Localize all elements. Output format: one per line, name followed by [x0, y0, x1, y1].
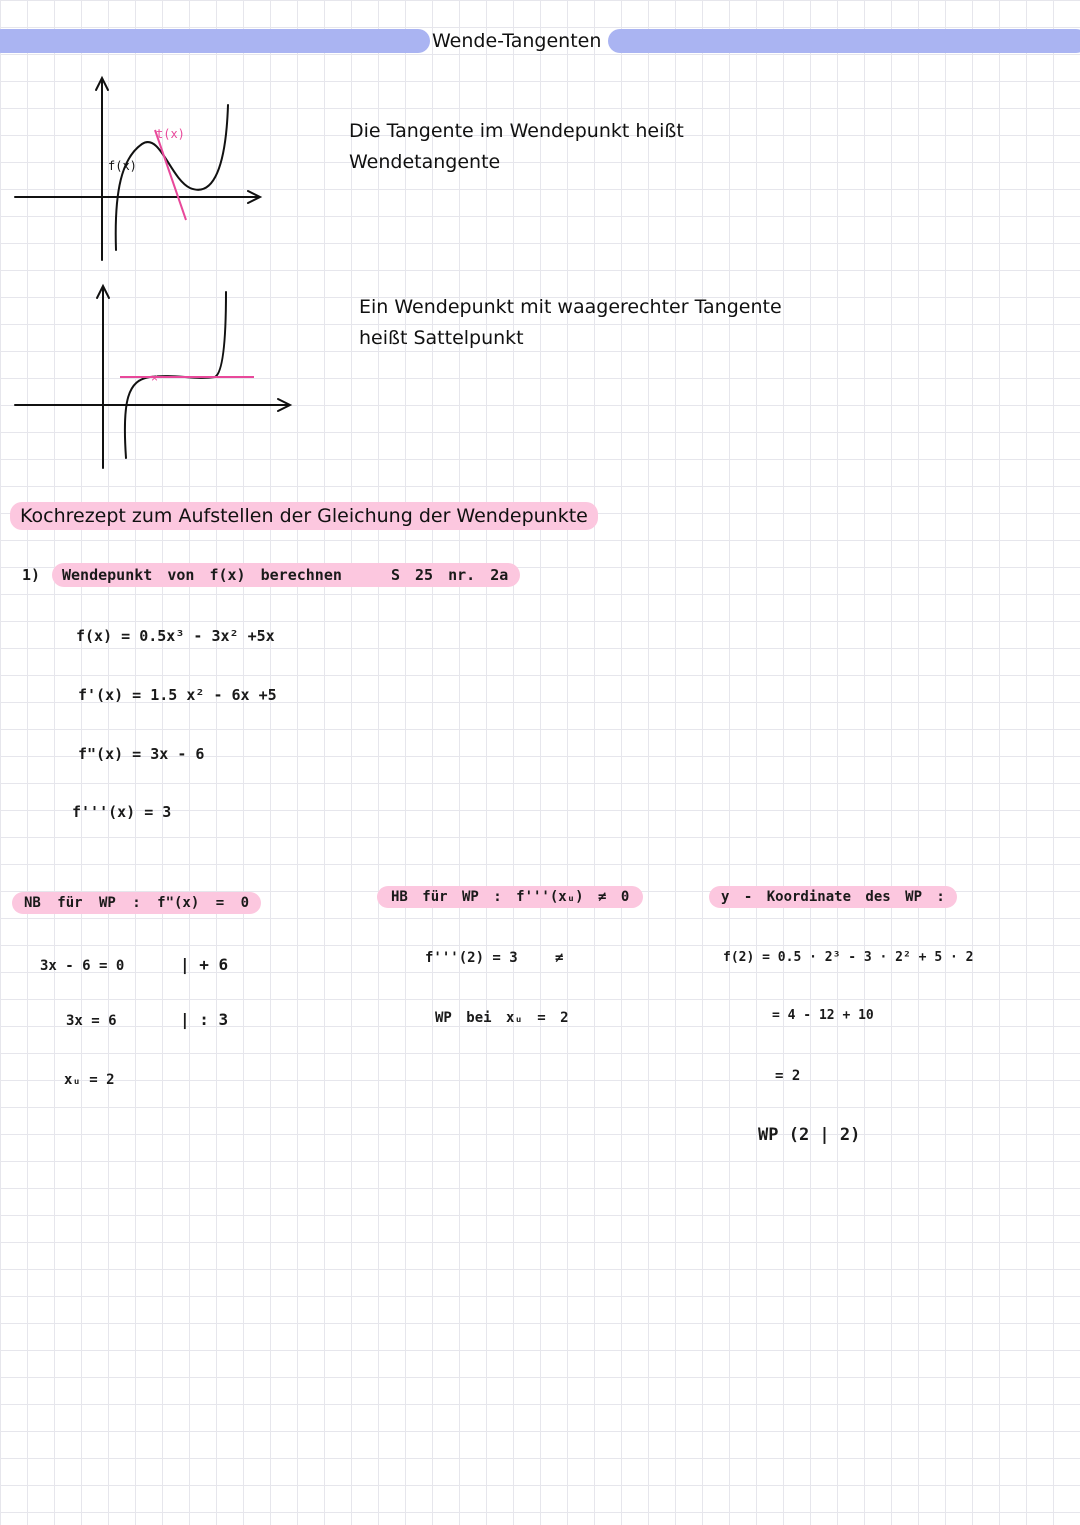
- y-line2: = 4 - 12 + 10: [772, 1008, 874, 1023]
- step1-number: 1): [22, 566, 41, 584]
- derivative-f2: f"(x) = 3x - 6: [78, 745, 205, 763]
- derivative-f: f(x) = 0.5x³ - 3x² +5x: [76, 627, 275, 645]
- nb-row3-eq: xᵤ = 2: [64, 1072, 115, 1088]
- header-bar-left: [0, 29, 430, 53]
- derivative-f3: f'''(x) = 3: [72, 803, 172, 821]
- y-line1: f(2) = 0.5 · 2³ - 3 · 2² + 5 · 2: [723, 950, 974, 965]
- graph1-label-f: f(x): [108, 159, 137, 173]
- derivative-f1: f'(x) = 1.5 x² - 6x +5: [78, 686, 277, 704]
- nb-row2-op: | : 3: [180, 1010, 229, 1029]
- y-header: y - Koordinate des WP :: [709, 886, 957, 908]
- hb-neq: ≠: [555, 950, 564, 966]
- hb-line1: f'''(2) = 3: [425, 950, 518, 966]
- nb-row1-op: | + 6: [180, 955, 229, 974]
- hb-line2: WP bei xᵤ = 2: [435, 1010, 569, 1026]
- step1-label: Wendepunkt von f(x) berechnen: [62, 566, 342, 584]
- note2-line1: Ein Wendepunkt mit waagerechter Tangente: [359, 296, 782, 318]
- header-bar-right: [608, 29, 1080, 53]
- nb-row1-eq: 3x - 6 = 0: [40, 958, 125, 974]
- note2-line2: heißt Sattelpunkt: [359, 327, 524, 349]
- step1-text: [52, 563, 520, 587]
- y-line3: = 2: [775, 1068, 801, 1084]
- graph2-mark: ×: [151, 371, 159, 385]
- graph1-tangent: [155, 130, 186, 220]
- hb-header: HB für WP : f'''(xᵤ) ≠ 0: [377, 886, 643, 908]
- nb-header: NB für WP : f"(x) = 0: [12, 892, 261, 914]
- graph1-label-t: t(x): [156, 127, 185, 141]
- page-title: Wende-Tangenten: [432, 30, 602, 52]
- nb-row2-eq: 3x = 6: [66, 1013, 117, 1029]
- graph2-curve: [125, 292, 226, 458]
- note1-line1: Die Tangente im Wendepunkt heißt: [349, 120, 684, 142]
- y-result: WP (2 | 2): [758, 1125, 861, 1145]
- step1-ref: S 25 nr. 2a: [390, 566, 509, 584]
- recipe-title: Kochrezept zum Aufstellen der Gleichung der Wendepunkte: [10, 502, 598, 530]
- note-wendetangente: [349, 116, 684, 178]
- graph-sattelpunkt: [10, 280, 300, 480]
- graph-wendetangente: [10, 70, 280, 270]
- note1-line2: Wendetangente: [349, 151, 501, 173]
- note-sattelpunkt: [359, 292, 782, 354]
